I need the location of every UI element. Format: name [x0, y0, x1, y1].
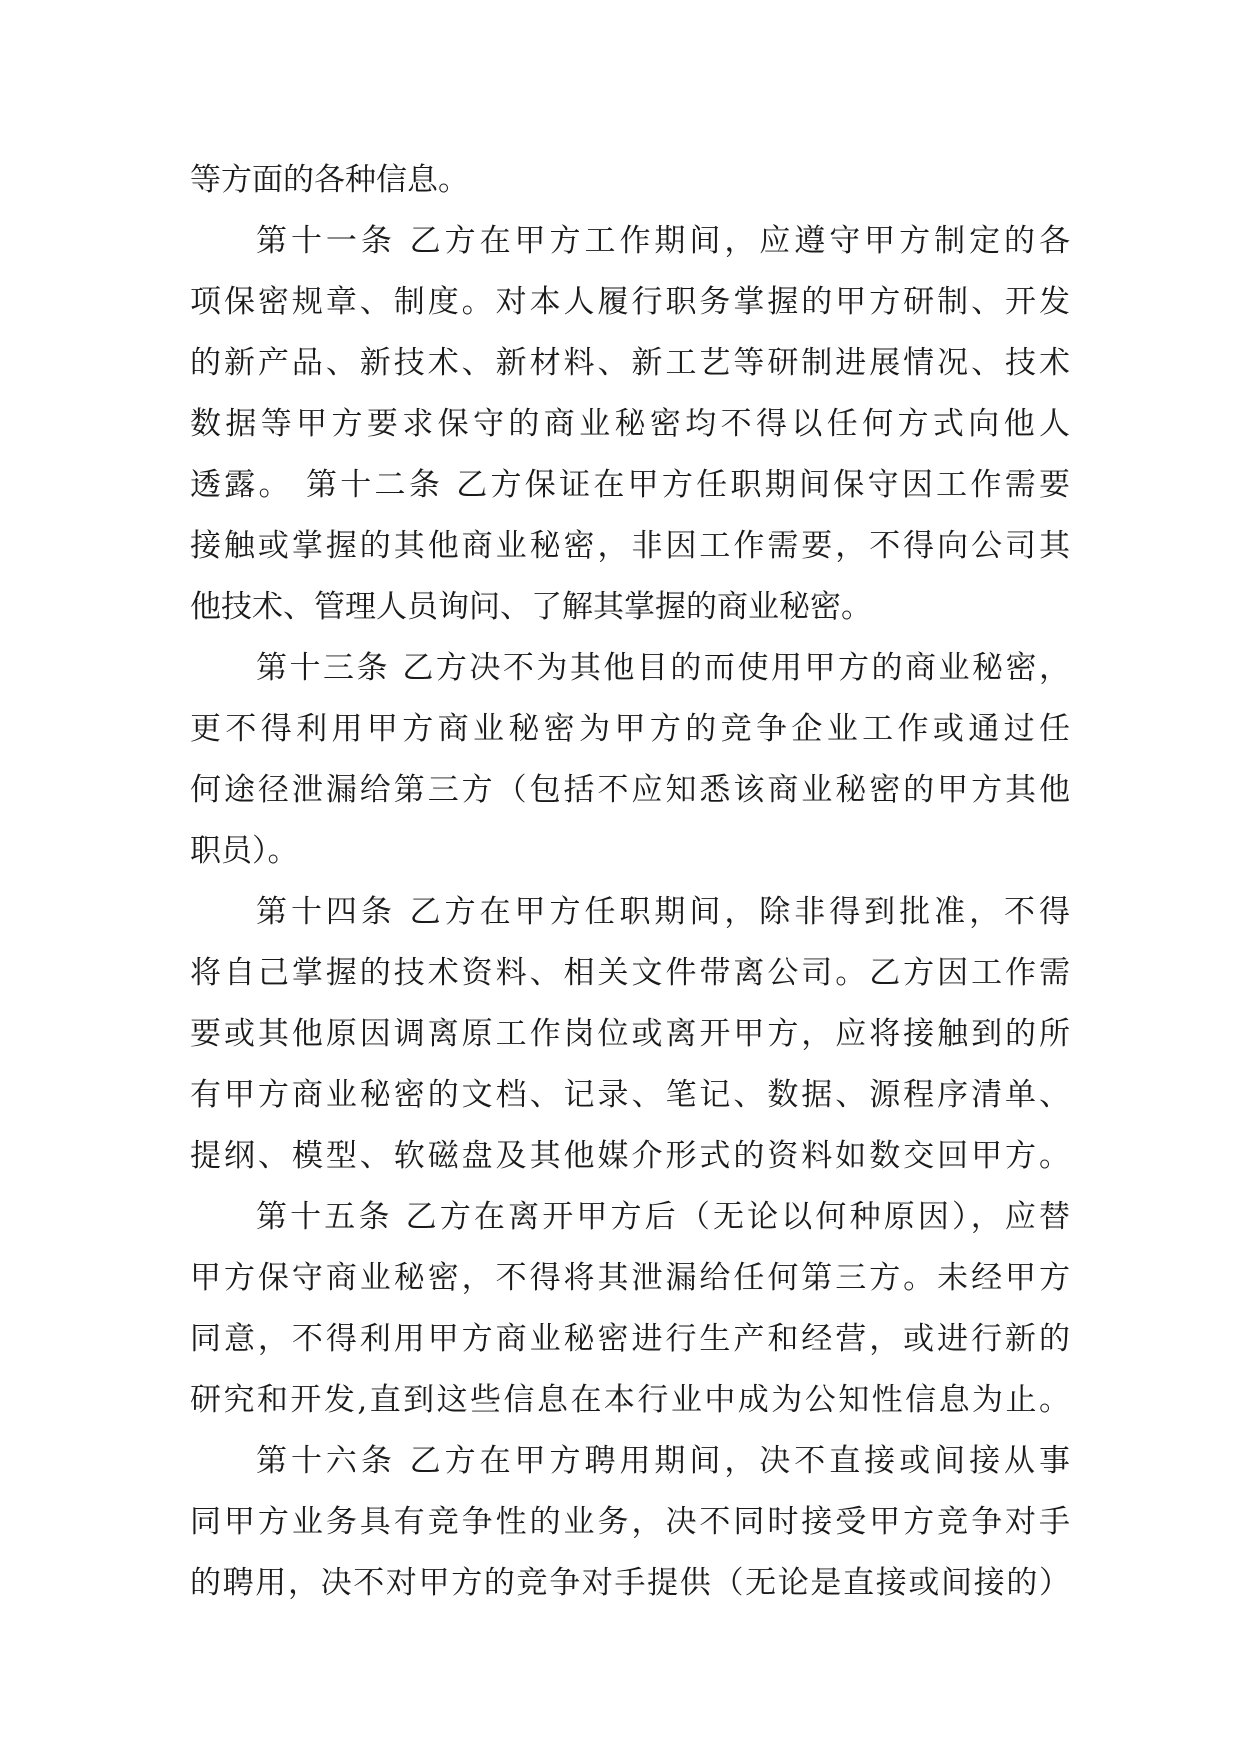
text-line: 项保密规章、制度。对本人履行职务掌握的甲方研制、开发: [190, 284, 1070, 320]
text-line: 等方面的各种信息。: [190, 162, 469, 198]
text-line: 甲方保守商业秘密，不得将其泄漏给任何第三方。未经甲方: [190, 1260, 1070, 1296]
text-line: 第十四条 乙方在甲方任职期间，除非得到批准，不得: [256, 894, 1070, 930]
text-line: 接触或掌握的其他商业秘密，非因工作需要，不得向公司其: [190, 528, 1070, 564]
text-line: 更不得利用甲方商业秘密为甲方的竞争企业工作或通过任: [190, 711, 1070, 747]
text-line: 将自己掌握的技术资料、相关文件带离公司。乙方因工作需: [190, 955, 1070, 991]
text-line: 职员）。: [190, 833, 299, 869]
text-line: 同甲方业务具有竞争性的业务，决不同时接受甲方竞争对手: [190, 1504, 1070, 1540]
text-line: 何途径泄漏给第三方（包括不应知悉该商业秘密的甲方其他: [190, 772, 1070, 808]
text-line: 透露。 第十二条 乙方保证在甲方任职期间保守因工作需要: [190, 467, 1070, 503]
text-line: 第十六条 乙方在甲方聘用期间，决不直接或间接从事: [256, 1443, 1070, 1479]
text-line: 他技术、管理人员询问、了解其掌握的商业秘密。: [190, 589, 872, 625]
text-line: 有甲方商业秘密的文档、记录、笔记、数据、源程序清单、: [190, 1077, 1070, 1113]
text-line: 的新产品、新技术、新材料、新工艺等研制进展情况、技术: [190, 345, 1070, 381]
text-line: 同意，不得利用甲方商业秘密进行生产和经营，或进行新的: [190, 1321, 1070, 1357]
text-line: 第十三条 乙方决不为其他目的而使用甲方的商业秘密，: [256, 650, 1070, 686]
text-line: 研究和开发,直到这些信息在本行业中成为公知性信息为止。: [190, 1382, 1070, 1418]
text-line: 要或其他原因调离原工作岗位或离开甲方，应将接触到的所: [190, 1016, 1070, 1052]
text-line: 的聘用，决不对甲方的竞争对手提供（无论是直接或间接的）: [190, 1565, 1070, 1601]
text-line: 数据等甲方要求保守的商业秘密均不得以任何方式向他人: [190, 406, 1070, 442]
text-line: 第十五条 乙方在离开甲方后（无论以何种原因），应替: [256, 1199, 1070, 1235]
document-body: [190, 150, 1070, 1614]
text-line: 第十一条 乙方在甲方工作期间，应遵守甲方制定的各: [256, 223, 1070, 259]
text-line: 提纲、模型、软磁盘及其他媒介形式的资料如数交回甲方。: [190, 1138, 1070, 1174]
